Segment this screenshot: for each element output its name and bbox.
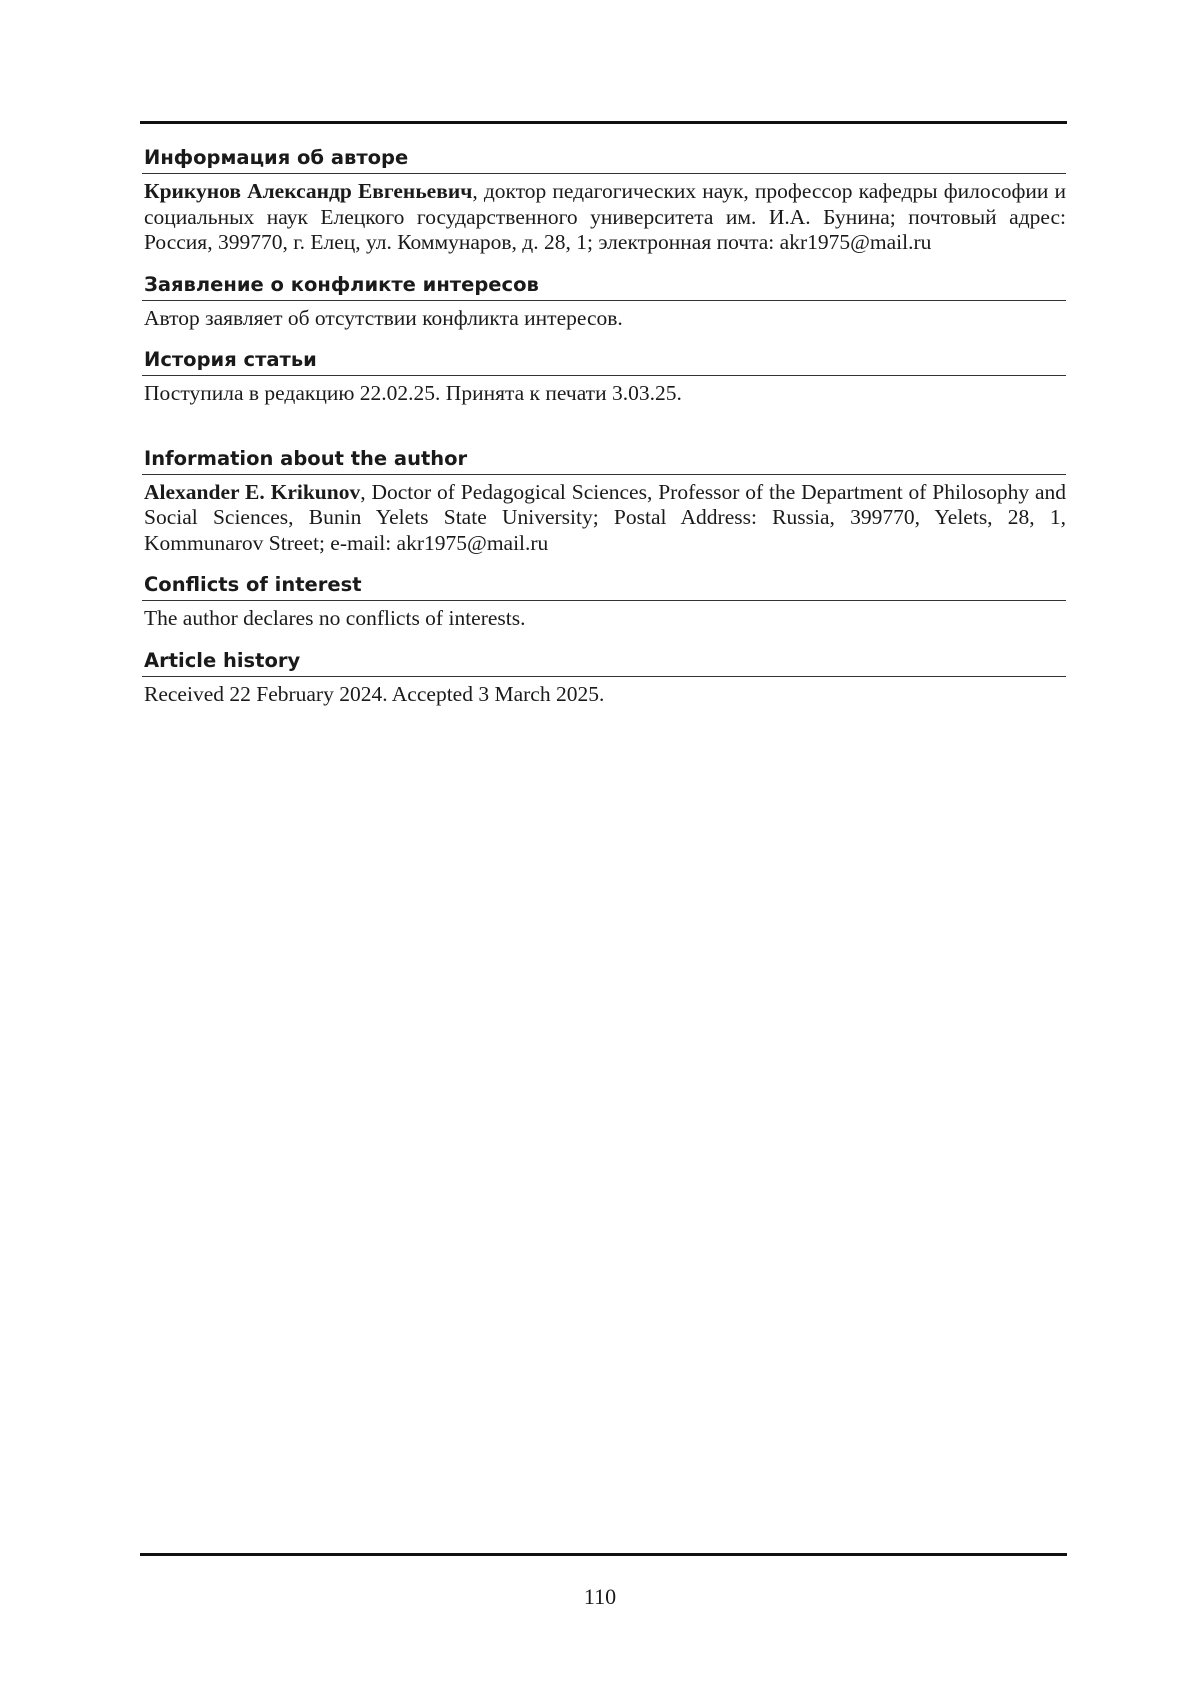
en-author-name: Alexander E. Krikunov [144,479,361,504]
top-rule [140,121,1067,124]
ru-history-section [144,348,1066,407]
en-author-details: , Doctor of Pedagogical Sciences, Professor of the Department of Philosophy and Social Sciences, Bunin Yelets State University; Postal Address: Russia, 399770, Yelets, 28, 1, Kommunarov Street; e-mail: akr1975@mail.ru [144,479,1066,555]
ru-author-info-body [144,179,1066,256]
ru-conflict-body: Автор заявляет об отсутствии конфликта интересов. [144,305,623,330]
en-author-info-body [144,480,1066,557]
en-author-info-heading: Information about the author [142,447,1066,475]
en-author-info-section [144,447,1066,557]
article-back-matter [144,146,1066,707]
en-history-heading: Article history [142,649,1066,677]
en-history-section [144,649,1066,708]
ru-conflict-section [144,273,1066,332]
en-conflict-section [144,573,1066,632]
ru-history-body: Поступила в редакцию 22.02.25. Принята к печати 3.03.25. [144,381,682,405]
ru-author-details: , доктор педагогических наук, профессор кафедры философии и социальных наук Елецкого государственного университета им. И.А. Бунина; почтовый адрес: Россия, 399770, г. Елец, ул. Коммунаров, д. 28, 1; электронная почта: akr1975@mail.ru [144,179,1066,254]
ru-history-heading: История статьи [142,348,1066,376]
en-conflict-heading: Conflicts of interest [142,573,1066,601]
ru-author-info-heading: Информация об авторе [142,146,1066,174]
ru-conflict-heading: Заявление о конфликте интересов [142,273,1066,301]
en-history-body: Received 22 February 2024. Accepted 3 March 2025. [144,681,605,706]
en-conflict-body: The author declares no conflicts of interests. [144,606,526,630]
bottom-rule [140,1553,1067,1556]
ru-author-info-section [144,146,1066,256]
page-number: 110 [583,1584,617,1609]
ru-author-name: Крикунов Александр Евгеньевич [144,179,473,203]
